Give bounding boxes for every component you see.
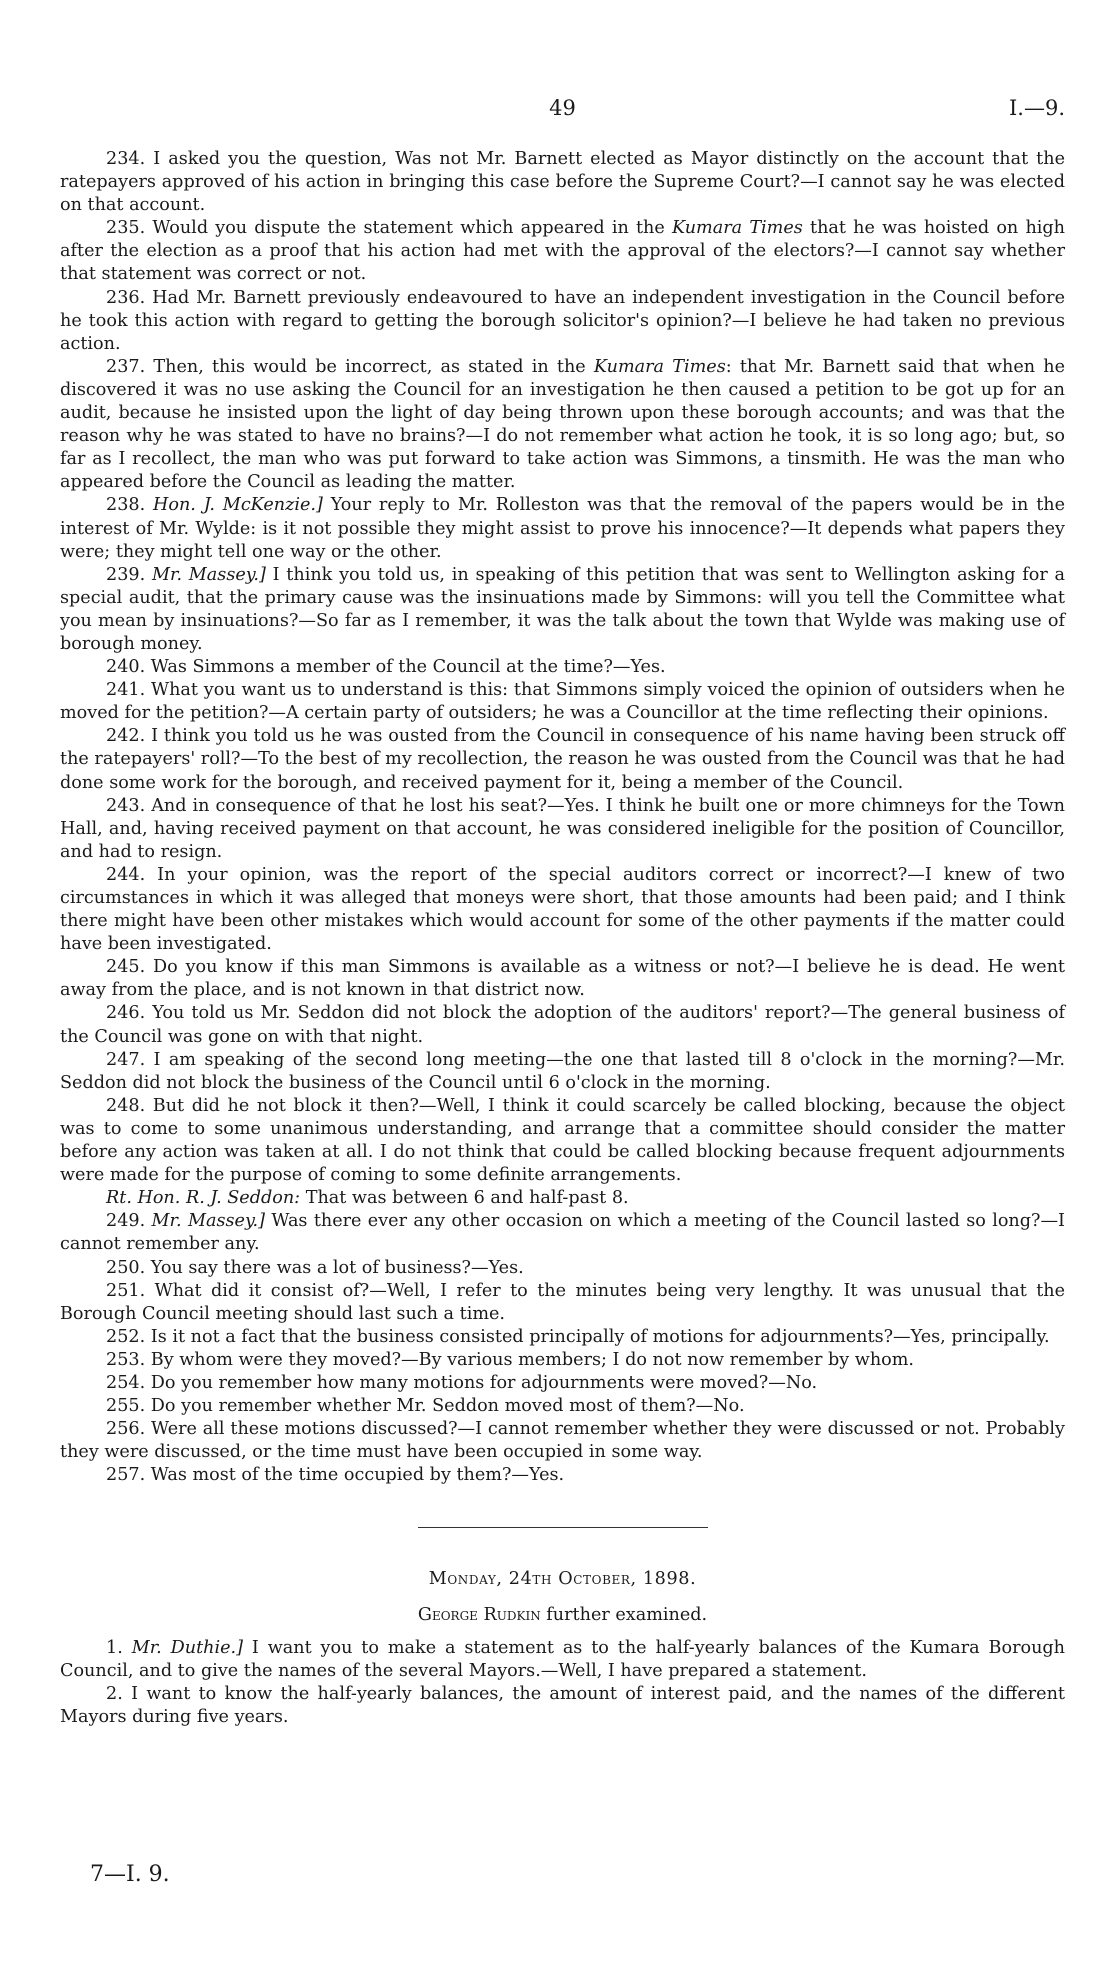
question-paragraph	[60, 1280, 1065, 1326]
question-paragraph	[60, 795, 1065, 864]
question-text: You told us Mr. Seddon did not block the adoption of the auditors' report?—The general business of the Council was gone on with that night.	[60, 1003, 1066, 1047]
question-text: Would you dispute the statement which appeared in the	[152, 218, 672, 239]
question-paragraph	[60, 1187, 1065, 1210]
question-text: Was most of the time occupied by them?—Yes.	[150, 1465, 565, 1486]
question-text: Then, this would be incorrect, as stated in the	[153, 356, 594, 377]
question-paragraph	[60, 287, 1065, 356]
question-number: 244.	[106, 864, 146, 885]
question-number: 253.	[106, 1349, 146, 1370]
page-header	[60, 92, 1065, 130]
question-paragraph	[60, 1418, 1065, 1464]
question-list	[60, 148, 1065, 1487]
question-number: 257.	[106, 1465, 146, 1486]
question-text: And in consequence of that he lost his seat?—Yes. I think he built one or more chimneys for the Town Hall, and, having received payment on that account, he was considered ineligible for the position of Councillor, and had to resign.	[60, 795, 1066, 862]
question-text: Were all these motions discussed?—I cannot remember whether they were discussed or not. Probably they were discussed, or the time must have been occupied in some way.	[60, 1419, 1066, 1463]
question-paragraph	[60, 1395, 1065, 1418]
newspaper-title: Kumara Times	[593, 356, 726, 377]
question-paragraph	[60, 1349, 1065, 1372]
witness-suffix: further examined.	[540, 1604, 708, 1625]
question-text: I think you told us he was ousted from the Council in consequence of his name having been struck off the ratepayers' roll?—To the best of my recollection, the reason he was ousted from the Council was that he had done some work for the borough, and received payment for it, being a member of the Council.	[60, 726, 1066, 793]
question-text: I asked you the question, Was not Mr. Barnett elected as Mayor distinctly on the account that the ratepayers approved of his action in bringing this case before the Supreme Court?—I cannot say he was elected on that account.	[60, 149, 1065, 216]
question-paragraph	[60, 679, 1065, 725]
question-paragraph	[60, 356, 1065, 495]
question-number: 251.	[106, 1280, 146, 1301]
newspaper-title: Kumara Times	[671, 218, 803, 239]
question-text: Do you remember whether Mr. Seddon moved most of them?—No.	[150, 1396, 745, 1417]
question-text: Was Simmons a member of the Council at the time?—Yes.	[150, 657, 666, 678]
question-number: 2.	[106, 1683, 123, 1704]
speaker-name: Hon. J. McKenzie.]	[153, 495, 323, 516]
document-page	[60, 92, 1065, 1952]
witness-name: George Rudkin	[417, 1604, 541, 1625]
question-number: 235.	[106, 218, 146, 239]
page-number: 49	[549, 96, 576, 120]
question-number: 252.	[106, 1326, 146, 1347]
question-number: 236.	[106, 287, 146, 308]
witness-heading	[60, 1604, 1065, 1627]
question-paragraph	[60, 1326, 1065, 1349]
question-number: 255.	[106, 1396, 146, 1417]
question-number: 1.	[106, 1637, 123, 1658]
question-text: You say there was a lot of business?—Yes.	[150, 1257, 524, 1278]
section-date: Monday, 24th October, 1898.	[428, 1569, 697, 1590]
question-text: What you want us to understand is this: that Simmons simply voiced the opinion of outsiders when he moved for the petition?—A certain party of outsiders; he was a Councillor at the time reflecting their opinions.	[60, 680, 1066, 724]
question-text: Your reply to Mr. Rolleston was that the removal of the papers would be in the interest of Mr. Wylde: is it not possible they might assist to prove his innocence?—It depends what papers they were; they might tell one way or the other.	[60, 495, 1066, 562]
question-number: 249.	[106, 1211, 146, 1232]
question-text: But did he not block it then?—Well, I think it could scarcely be called blocking, because the object was to come to some unanimous understanding, and arrange that a committee should consider the matter before any action was taken at all. I do not think that could be called blocking because frequent adjournments were made for the purpose of coming to some definite arrangements.	[60, 1095, 1066, 1186]
question-paragraph	[60, 1002, 1065, 1048]
document-body	[60, 148, 1065, 1729]
question-paragraph	[60, 148, 1065, 217]
question-paragraph	[60, 725, 1065, 794]
question-paragraph	[60, 1095, 1065, 1187]
speaker-name: Mr. Massey.]	[151, 564, 266, 585]
question-paragraph	[60, 864, 1065, 956]
printer-signature: 7—I. 9.	[90, 1862, 170, 1887]
question-number: 247.	[106, 1049, 146, 1070]
question-text: What did it consist of?—Well, I refer to the minutes being very lengthy. It was unusual that the Borough Council meeting should last such a time.	[60, 1280, 1066, 1324]
question-paragraph	[60, 1049, 1065, 1095]
question-paragraph	[60, 1637, 1065, 1683]
question-number: 242.	[106, 726, 146, 747]
question-paragraph	[60, 217, 1065, 286]
question-paragraph	[60, 656, 1065, 679]
question-paragraph	[60, 1372, 1065, 1395]
question-text: I want you to make a statement as to the half-yearly balances of the Kumara Borough Council, and to give the names of the several Mayors.—Well, I have prepared a statement.	[60, 1637, 1065, 1681]
speaker-name: Rt. Hon. R. J. Seddon:	[106, 1188, 301, 1209]
question-text: I want to know the half-yearly balances, the amount of interest paid, and the names of the different Mayors during five years.	[60, 1683, 1065, 1727]
question-text: In your opinion, was the report of the special auditors correct or incorrect?—I knew of two circumstances in which it was alleged that moneys were short, that those amounts had been paid; and I think there might have been other mistakes which would account for some of the other payments if the matter could have been investigated.	[60, 864, 1066, 955]
question-number: 248.	[106, 1095, 146, 1116]
question-number: 254.	[106, 1372, 146, 1393]
question-text: Do you know if this man Simmons is available as a witness or not?—I believe he is dead. He went away from the place, and is not known in that district now.	[60, 957, 1065, 1001]
question-text: I think you told us, in speaking of this petition that was sent to Wellington asking for a special audit, that the primary cause was the insinuations made by Simmons: will you tell the Committee what you mean by insinuations?—So far as I remember, it was the talk about the town that Wylde was making use of borough money.	[60, 564, 1065, 654]
section-divider	[418, 1527, 708, 1528]
question-text: By whom were they moved?—By various members; I do not now remember by whom.	[150, 1349, 915, 1370]
question-text: Do you remember how many motions for adjournments were moved?—No.	[150, 1372, 818, 1393]
question-paragraph	[60, 1210, 1065, 1256]
question-paragraph	[60, 564, 1065, 656]
question-text: Is it not a fact that the business consisted principally of motions for adjournments?—Yes, principally.	[150, 1326, 1050, 1347]
paper-reference: I.—9.	[1008, 96, 1065, 120]
question-number: 250.	[106, 1257, 146, 1278]
question-number: 256.	[106, 1419, 146, 1440]
question-list-2	[60, 1637, 1065, 1729]
question-paragraph	[60, 1683, 1065, 1729]
question-number: 239.	[106, 564, 146, 585]
question-number: 240.	[106, 657, 146, 678]
speaker-name: Mr. Massey.]	[151, 1211, 266, 1232]
question-number: 246.	[106, 1003, 146, 1024]
question-paragraph	[60, 1257, 1065, 1280]
question-paragraph	[60, 494, 1065, 563]
question-text: I am speaking of the second long meeting—the one that lasted till 8 o'clock in the morning?—Mr. Seddon did not block the business of the Council until 6 o'clock in the morning.	[60, 1049, 1065, 1093]
question-number: 245.	[106, 957, 146, 978]
question-number: 234.	[106, 149, 146, 169]
question-paragraph	[60, 956, 1065, 1002]
question-text: Was there ever any other occasion on which a meeting of the Council lasted so long?—I cannot remember any.	[60, 1211, 1066, 1255]
question-paragraph	[60, 1464, 1065, 1487]
speaker-name: Mr. Duthie.]	[131, 1637, 243, 1658]
question-text: Had Mr. Barnett previously endeavoured to have an independent investigation in the Council before he took this action with regard to getting the borough solicitor's opinion?—I believe he had taken no previous action.	[60, 287, 1066, 354]
question-number: 241.	[106, 680, 146, 701]
question-number: 238.	[106, 495, 146, 516]
question-number: 243.	[106, 795, 146, 816]
question-text: : that Mr. Barnett said that when he discovered it was no use asking the Council for an investigation he then caused a petition to be got up for an audit, because he insisted upon the light of day being thrown upon these borough accounts; and was that the reason why he was stated to have no brains?—I do not remember what action he took, it is so long ago; but, so far as I recollect, the man who was put forward to take action was Simmons, a tinsmith. He was the man who appeared before the Council as leading the matter.	[60, 356, 1065, 493]
question-text: that he was hoisted on high after the election as a proof that his action had met with the approval of the electors?—I cannot say whether that statement was correct or not.	[60, 218, 1066, 285]
question-text: That was between 6 and half-past 8.	[305, 1188, 629, 1209]
question-number: 237.	[106, 356, 146, 377]
